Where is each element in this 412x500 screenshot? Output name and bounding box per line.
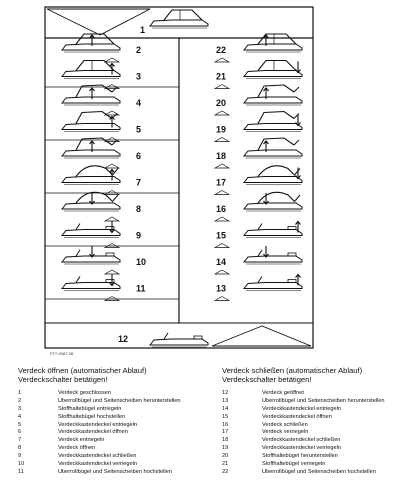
step-description: Verdeckkastendeckel entriegeln	[58, 421, 137, 428]
step-direction-marker	[215, 138, 229, 142]
step-16	[215, 192, 302, 221]
step-number-8: 8	[136, 204, 142, 214]
step-description: Verdeck öffnen	[58, 445, 96, 452]
windshield	[258, 224, 262, 230]
opening-step-11	[18, 469, 214, 477]
car-body	[150, 20, 208, 26]
step-20	[215, 85, 302, 115]
step-description: Verdeckkastendeckel entriegeln	[262, 405, 341, 412]
step-description: Verdeck verriegeln	[262, 429, 309, 436]
car-body	[244, 256, 302, 262]
top-cover-lid	[294, 140, 299, 145]
step-number: 7	[18, 437, 22, 444]
step-number-3: 3	[136, 71, 142, 82]
step-number: 5	[18, 421, 22, 428]
step-direction-marker	[105, 297, 119, 301]
opening-step-9	[18, 453, 214, 461]
step-11	[62, 275, 146, 301]
step-number-22: 22	[216, 45, 227, 55]
windshield	[164, 333, 168, 339]
step-number: 19	[222, 445, 229, 452]
opening-step-7	[18, 437, 214, 445]
opening-step-10	[18, 461, 214, 469]
step-9	[62, 222, 141, 248]
step-number-5: 5	[136, 124, 142, 135]
car-body	[244, 150, 302, 156]
opening-step-6	[18, 429, 214, 437]
windshield	[76, 250, 80, 256]
step-number: 4	[18, 413, 22, 420]
opening-legend	[18, 367, 214, 477]
diagram-steps	[62, 10, 302, 347]
step-description: Verdeckkastendeckel öffnen	[262, 413, 332, 420]
windshield	[258, 277, 262, 283]
step-number-18: 18	[216, 151, 227, 161]
step-21	[215, 61, 302, 89]
soft-top-moving	[258, 138, 294, 150]
step-1	[140, 10, 208, 35]
step-number: 21	[222, 461, 229, 468]
step-14	[215, 246, 302, 274]
step-number: 9	[18, 453, 22, 460]
step-description: Stoffhaltebügel verriegeln	[262, 461, 326, 468]
opening-step-4	[18, 414, 214, 422]
step-number-16: 16	[216, 204, 227, 214]
step-number-21: 21	[216, 71, 227, 82]
opening-subtitle: Verdeckschalter betätigen!	[18, 374, 108, 384]
arrow-down-icon	[90, 193, 95, 204]
closing-steps-list	[222, 390, 410, 477]
step-17	[215, 166, 302, 195]
car-body	[62, 44, 120, 50]
step-direction-marker	[105, 217, 119, 221]
car-body	[244, 124, 302, 130]
step-number: 3	[18, 405, 22, 412]
step-3	[62, 61, 141, 89]
closing-step-14	[222, 406, 410, 414]
car-body	[62, 203, 120, 209]
step-number: 6	[18, 429, 22, 436]
step-number-6: 6	[136, 151, 142, 161]
step-description: Verdeckkastendeckel verriegeln	[58, 461, 137, 468]
soft-top-moving	[258, 112, 294, 124]
arrow-up-icon	[110, 117, 115, 128]
step-8	[62, 192, 141, 221]
step-description: Verdeckkastendeckel schließen	[58, 453, 137, 460]
top-cover-lid	[112, 140, 117, 145]
closing-subtitle: Verdeckschalter betätigen!	[222, 374, 312, 384]
step-direction-marker	[215, 297, 229, 301]
soft-top-closed	[258, 61, 296, 71]
step-number: 17	[222, 429, 229, 436]
closing-step-17	[222, 429, 410, 437]
opening-step-8	[18, 445, 214, 453]
step-direction-marker	[105, 58, 119, 62]
step-18	[215, 138, 302, 168]
step-number: 14	[222, 405, 229, 412]
step-number-17: 17	[216, 177, 227, 188]
closing-step-21	[222, 461, 410, 469]
step-direction-marker	[215, 85, 229, 89]
step-number-14: 14	[216, 257, 227, 267]
step-number: 12	[222, 389, 229, 396]
top-cover-lid	[112, 169, 118, 176]
step-number-4: 4	[136, 98, 142, 108]
step-description: Verdeck geschlossen	[58, 389, 111, 396]
arrow-up-icon	[110, 64, 115, 75]
step-number: 8	[18, 445, 22, 452]
car-body	[62, 150, 120, 156]
car-body	[150, 339, 208, 345]
closing-legend	[222, 367, 410, 477]
step-direction-marker	[215, 164, 229, 168]
step-description: Überrollbügel und Seitenscheiben hochstellen	[58, 468, 172, 475]
step-4	[62, 85, 141, 115]
car-body	[244, 177, 302, 183]
step-direction-marker	[105, 191, 119, 195]
step-number-9: 9	[136, 230, 142, 241]
soft-top-folding	[258, 166, 294, 177]
soft-top-moving	[76, 112, 112, 124]
step-19	[215, 112, 302, 142]
top-cover-lid	[294, 195, 300, 202]
step-number-2: 2	[136, 45, 142, 55]
step-direction-marker	[105, 270, 119, 274]
closing-step-15	[222, 414, 410, 422]
car-body	[244, 283, 302, 289]
arrow-down-icon	[90, 246, 95, 257]
step-number-10: 10	[136, 257, 147, 267]
step-direction-marker	[215, 217, 229, 221]
step-description: Verdeckkastendeckel verriegeln	[262, 445, 341, 452]
step-direction-marker	[215, 270, 229, 274]
closing-title: Verdeck schließen (automatischer Ablauf)	[222, 366, 363, 375]
car-body	[62, 97, 120, 103]
soft-top-moving	[258, 85, 294, 97]
step-direction-marker	[105, 244, 119, 248]
step-number: 1	[18, 389, 22, 396]
step-number: 13	[222, 397, 229, 404]
step-number: 22	[222, 468, 229, 475]
step-number: 11	[18, 468, 24, 475]
windshield	[76, 224, 80, 230]
step-15	[215, 222, 302, 248]
car-body	[244, 230, 302, 236]
step-number: 2	[18, 397, 22, 404]
car-body	[62, 256, 120, 262]
closing-step-20	[222, 453, 410, 461]
step-direction-marker	[215, 191, 229, 195]
closing-step-12	[222, 390, 410, 398]
step-number-12: 12	[118, 334, 129, 344]
car-body	[62, 124, 120, 130]
step-description: Überrollbügel und Seitenscheiben hochstellen	[262, 468, 376, 475]
car-body	[244, 97, 302, 103]
bottom-direction-triangle	[212, 326, 311, 346]
step-13	[215, 275, 302, 301]
step-6	[62, 138, 141, 168]
opening-step-3	[18, 406, 214, 414]
step-number: 15	[222, 413, 229, 420]
step-number-7: 7	[136, 177, 142, 188]
step-number: 20	[222, 453, 229, 460]
windshield	[258, 250, 262, 256]
diagram-frame	[45, 7, 313, 348]
step-direction-marker	[105, 164, 119, 168]
step-description: Stoffhaltebügel hochstellen	[58, 413, 126, 420]
step-number: 16	[222, 421, 229, 428]
opening-title: Verdeck öffnen (automatischer Ablauf)	[18, 366, 147, 375]
closing-step-13	[222, 398, 410, 406]
step-7	[62, 166, 141, 195]
arrow-down-icon	[264, 246, 269, 257]
step-10	[62, 246, 146, 274]
arrow-down-icon	[296, 62, 301, 73]
step-direction-marker	[215, 111, 229, 115]
step-number-1: 1	[140, 25, 146, 35]
step-description: Stoffhaltebügel entriegeln	[58, 405, 122, 412]
closing-step-22	[222, 469, 410, 477]
soft-top-closed	[164, 10, 202, 20]
step-description: Verdeck entriegeln	[58, 437, 105, 444]
closing-step-19	[222, 445, 410, 453]
car-body	[62, 71, 120, 77]
step-direction-marker	[215, 244, 229, 248]
car-body	[244, 44, 302, 50]
opening-step-5	[18, 422, 214, 430]
car-body	[244, 203, 302, 209]
figure-code: P77-0087-38	[50, 351, 74, 356]
car-body	[244, 71, 302, 77]
top-cover-lid	[112, 87, 117, 92]
step-description: Verdeckkastendeckel öffnen	[58, 429, 128, 436]
opening-steps-list	[18, 390, 214, 477]
step-description: Verdeck schließen	[262, 421, 308, 428]
car-body	[62, 177, 120, 183]
closing-step-16	[222, 422, 410, 430]
step-description: Verdeckkastendeckel schließen	[262, 437, 341, 444]
closing-step-18	[222, 437, 410, 445]
soft-top-closed	[258, 34, 296, 44]
step-12	[118, 333, 208, 347]
step-number: 10	[18, 461, 25, 468]
step-number-11: 11	[136, 283, 146, 294]
arrow-up-icon	[110, 170, 115, 181]
step-5	[62, 112, 141, 142]
step-description: Verdeck geöffnet	[262, 389, 304, 396]
step-direction-marker	[215, 58, 229, 62]
step-number-19: 19	[216, 124, 227, 135]
step-number-20: 20	[216, 98, 227, 108]
step-description: Überrollbügel und Seitenscheiben herunterstellen	[58, 397, 181, 404]
step-number-13: 13	[216, 283, 227, 294]
windshield	[76, 277, 80, 283]
step-number: 18	[222, 437, 229, 444]
step-description: Stoffhaltebügel herunterstellen	[262, 453, 338, 460]
top-direction-triangle	[47, 9, 150, 35]
opening-step-1	[18, 390, 214, 398]
top-cover-lid	[112, 195, 118, 202]
opening-step-2	[18, 398, 214, 406]
soft-top-closed	[76, 34, 114, 44]
top-cover-lid	[294, 169, 300, 176]
step-description: Überrollbügel und Seitenscheiben herunterstellen	[262, 397, 385, 404]
top-cover-lid	[294, 87, 299, 92]
step-number-15: 15	[216, 230, 227, 241]
